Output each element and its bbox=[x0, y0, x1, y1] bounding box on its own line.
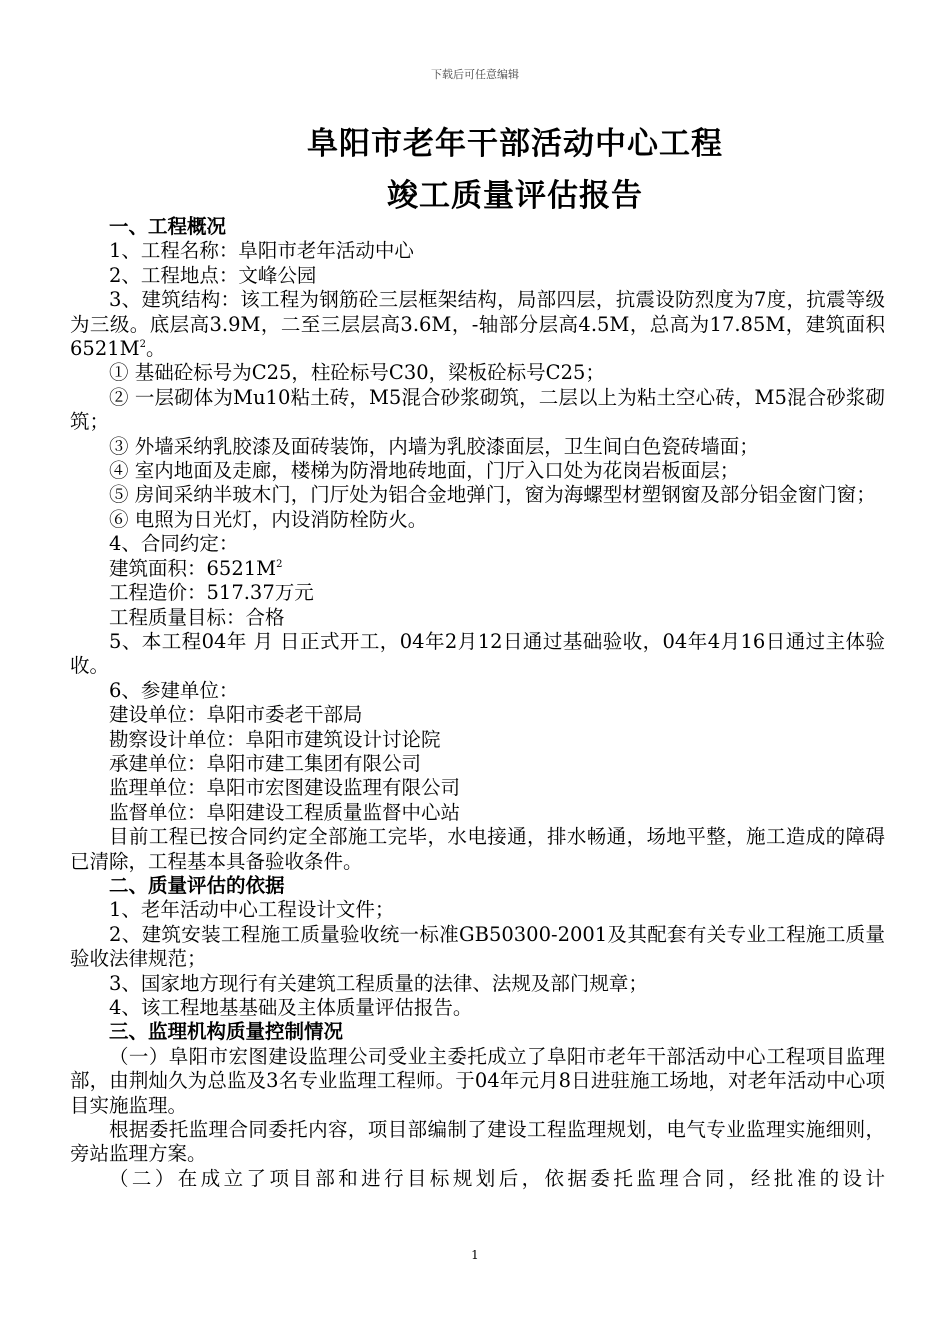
participants-heading: 6、参建单位： bbox=[109, 678, 239, 702]
contract-terms: 4、合同约定： bbox=[109, 532, 239, 556]
document-title: 阜阳市老年干部活动中心工程 bbox=[307, 126, 723, 162]
quality-goal: 工程质量目标：合格 bbox=[109, 605, 285, 629]
spec-item: ④ 室内地面及走廊，楼梯为防滑地砖地面，门厅入口处为花岗岩板面层； bbox=[109, 459, 740, 483]
header-note: 下载后可任意编辑 bbox=[431, 68, 519, 81]
participant-unit: 承建单位：阜阳市建工集团有限公司 bbox=[109, 751, 422, 775]
schedule: 5、本工程04年 月 日正式开工，04年2月12日通过基础验收，04年4月16日通过主体验收。 bbox=[70, 629, 885, 678]
basis-item: 3、国家地方现行有关建筑工程质量的法律、法规及部门规章； bbox=[109, 971, 648, 995]
participant-unit: 监理单位：阜阳市宏图建设监理有限公司 bbox=[109, 776, 461, 800]
participant-unit: 勘察设计单位：阜阳市建筑设计讨论院 bbox=[109, 727, 441, 751]
contract-area bbox=[70, 557, 885, 581]
document-body bbox=[70, 215, 885, 1191]
project-name: 1、工程名称：阜阳市老年活动中心 bbox=[109, 239, 414, 263]
basis-item: 1、老年活动中心工程设计文件； bbox=[109, 898, 395, 922]
contract-cost: 工程造价：517.37万元 bbox=[109, 581, 314, 605]
basis-item: 4、该工程地基基础及主体质量评估报告。 bbox=[109, 996, 473, 1019]
page-number: 1 bbox=[471, 1248, 479, 1262]
spec-item: ② 一层砌体为Mu10粘土砖，M5混合砂浆砌筑，二层以上为粘土空心砖，M5混合砂浆砌筑； bbox=[70, 385, 885, 434]
current-status: 目前工程已按合同约定全部施工完毕，水电接通，排水畅通，场地平整，施工造成的障碍已清除，工程基本具备验收条件。 bbox=[70, 825, 885, 873]
superscript-2: 2 bbox=[139, 339, 146, 351]
participant-unit: 建设单位：阜阳市委老干部局 bbox=[109, 703, 363, 727]
building-structure-end: 。 bbox=[145, 337, 166, 361]
document-subtitle: 竣工质量评估报告 bbox=[387, 178, 643, 214]
superscript-2: 2 bbox=[276, 558, 283, 570]
section-heading-overview: 一、工程概况 bbox=[109, 215, 227, 238]
spec-item: ① 基础砼标号为C25，柱砼标号C30，梁板砼标号C25； bbox=[109, 361, 605, 385]
section-heading-supervision: 三、监理机构质量控制情况 bbox=[109, 1020, 344, 1044]
project-location: 2、工程地点：文峰公园 bbox=[109, 263, 317, 287]
basis-item: 2、建筑安装工程施工质量验收统一标准GB50300-2001及其配套有关专业工程施工质量验收法律规范； bbox=[70, 922, 885, 971]
supervision-paragraph: （一）阜阳市宏图建设监理公司受业主委托成立了阜阳市老年干部活动中心工程项目监理部，由荆灿久为总监及3名专业监理工程师。于04年元月8日进驻施工场地，对老年活动中心项目实施监理。 bbox=[70, 1044, 885, 1117]
spec-item: ⑥ 电照为日光灯，内设消防栓防火。 bbox=[109, 507, 428, 531]
supervision-paragraph: （二）在成立了项目部和进行目标规划后，依据委托监理合同，经批准的设计 bbox=[109, 1166, 885, 1190]
contract-area-text: 建筑面积：6521M bbox=[109, 556, 277, 580]
spec-item: ⑤ 房间采纳半玻木门，门厅处为铝合金地弹门，窗为海螺型材塑钢窗及部分铝金窗门窗； bbox=[109, 483, 876, 507]
building-structure-text: 3、建筑结构：该工程为钢筋砼三层框架结构，局部四层，抗震设防烈度为7度，抗震等级为三级。底层高3.9M，二至三层层高3.6M，-轴部分层高4.5M，总高为17.85M，建筑面积6521M bbox=[70, 288, 885, 361]
section-heading-basis: 二、质量评估的依据 bbox=[109, 873, 285, 897]
participant-unit: 监督单位：阜阳建设工程质量监督中心站 bbox=[109, 800, 461, 824]
building-structure bbox=[70, 288, 885, 361]
spec-item: ③ 外墙采纳乳胶漆及面砖装饰，内墙为乳胶漆面层，卫生间白色瓷砖墙面； bbox=[109, 434, 759, 458]
supervision-paragraph: 根据委托监理合同委托内容，项目部编制了建设工程监理规划，电气专业监理实施细则，旁站监理方案。 bbox=[70, 1118, 885, 1166]
